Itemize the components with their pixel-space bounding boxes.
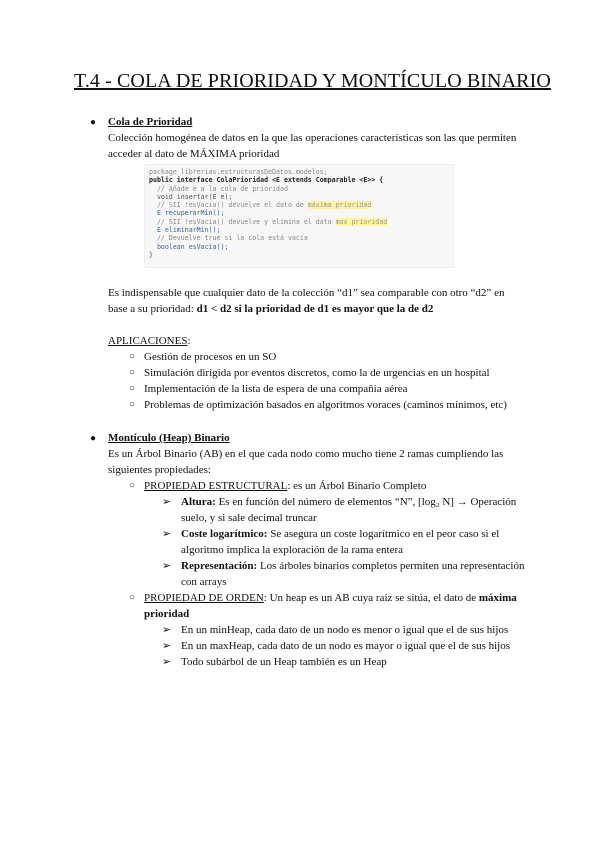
applications-heading: APLICACIONES:: [108, 335, 191, 347]
circle-bullet-icon: ○: [129, 351, 136, 362]
list-item: Problemas de optimización basados en algoritmos voraces (caminos mínimos, etc): [144, 399, 507, 411]
circle-bullet-icon: ○: [129, 383, 136, 394]
circle-bullet-icon: ○: [129, 367, 136, 378]
list-item: Simulación dirigida por eventos discretos, como la de urgencias en un hospital: [144, 367, 490, 379]
arrow-bullet-icon: ➢: [162, 528, 172, 540]
list-item: En un maxHeap, cada dato de un nodo es mayor o igual que el de sus hijos: [181, 640, 511, 652]
property-heading-continuation: prioridad: [144, 608, 190, 620]
code-snippet: package librerias.estructurasDeDatos.modelos; public interface ColaPrioridad <E extends Comparable <E>> { // Añade e a la cola de prioridad void insertar(E e); // SII !esVacia() devuelve el dato de máxima prioridad E recuperarMin(); // SII !esVacia() devuelve y elimina el dato max prioridad E eliminarMin(); // Devuelve true si la cola está vacía boolean esVacia(); }: [144, 164, 454, 268]
paragraph-line: acceder al dato de MÁXIMA prioridad: [108, 148, 280, 160]
arrow-bullet-icon: ➢: [162, 496, 172, 508]
list-item: Todo subárbol de un Heap también es un Heap: [181, 656, 387, 668]
circle-bullet-icon: ○: [129, 480, 136, 491]
list-item-continuation: algoritmo implica la exploración de la rama entera: [181, 544, 404, 556]
arrow-bullet-icon: ➢: [162, 640, 172, 652]
list-item-continuation: con arrays: [181, 576, 227, 588]
list-item: Coste logarítmico: Se asegura un coste logarítmico en el peor caso si el: [181, 528, 500, 540]
list-item: Altura: Es en función del número de elementos “N”, [log₂ N] → Operación: [181, 496, 517, 508]
property-heading: PROPIEDAD ESTRUCTURAL: es un Árbol Binario Completo: [144, 480, 427, 492]
list-item: Gestión de procesos en un SO: [144, 351, 277, 363]
section-heading: Montículo (Heap) Binario: [108, 432, 230, 444]
list-item-continuation: suelo, y si sale decimal truncar: [181, 512, 317, 524]
section-heading: Cola de Prioridad: [108, 116, 193, 128]
paragraph-line: Es indispensable que cualquier dato de la colección “d1” sea comparable con otro “d2” en: [108, 287, 505, 299]
paragraph-line: Es un Árbol Binario (AB) en el que cada nodo como mucho tiene 2 ramas cumpliendo las: [108, 448, 504, 460]
paragraph-line: Colección homogénea de datos en la que las operaciones características son las que permiten: [108, 132, 517, 144]
bullet-icon: ●: [90, 117, 97, 128]
page-title: T.4 - COLA DE PRIORIDAD Y MONTÍCULO BINARIO: [74, 70, 551, 92]
property-heading: PROPIEDAD DE ORDEN: Un heap es un AB cuya raíz se sitúa, el dato de máxima: [144, 592, 517, 604]
arrow-bullet-icon: ➢: [162, 560, 172, 572]
list-item: Representación: Los árboles binarios completos permiten una representación: [181, 560, 525, 572]
emphasis-text: d1 < d2 si la prioridad de d1 es mayor que la de d2: [196, 303, 434, 315]
paragraph-line: base a su prioridad: d1 < d2 si la prioridad de d1 es mayor que la de d2: [108, 303, 434, 315]
circle-bullet-icon: ○: [129, 592, 136, 603]
list-item: Implementación de la lista de espera de una compañía aérea: [144, 383, 408, 395]
paragraph-line: siguientes propiedades:: [108, 464, 211, 476]
arrow-bullet-icon: ➢: [162, 656, 172, 668]
list-item: En un minHeap, cada dato de un nodo es menor o igual que el de sus hijos: [181, 624, 509, 636]
circle-bullet-icon: ○: [129, 399, 136, 410]
arrow-bullet-icon: ➢: [162, 624, 172, 636]
bullet-icon: ●: [90, 433, 97, 444]
